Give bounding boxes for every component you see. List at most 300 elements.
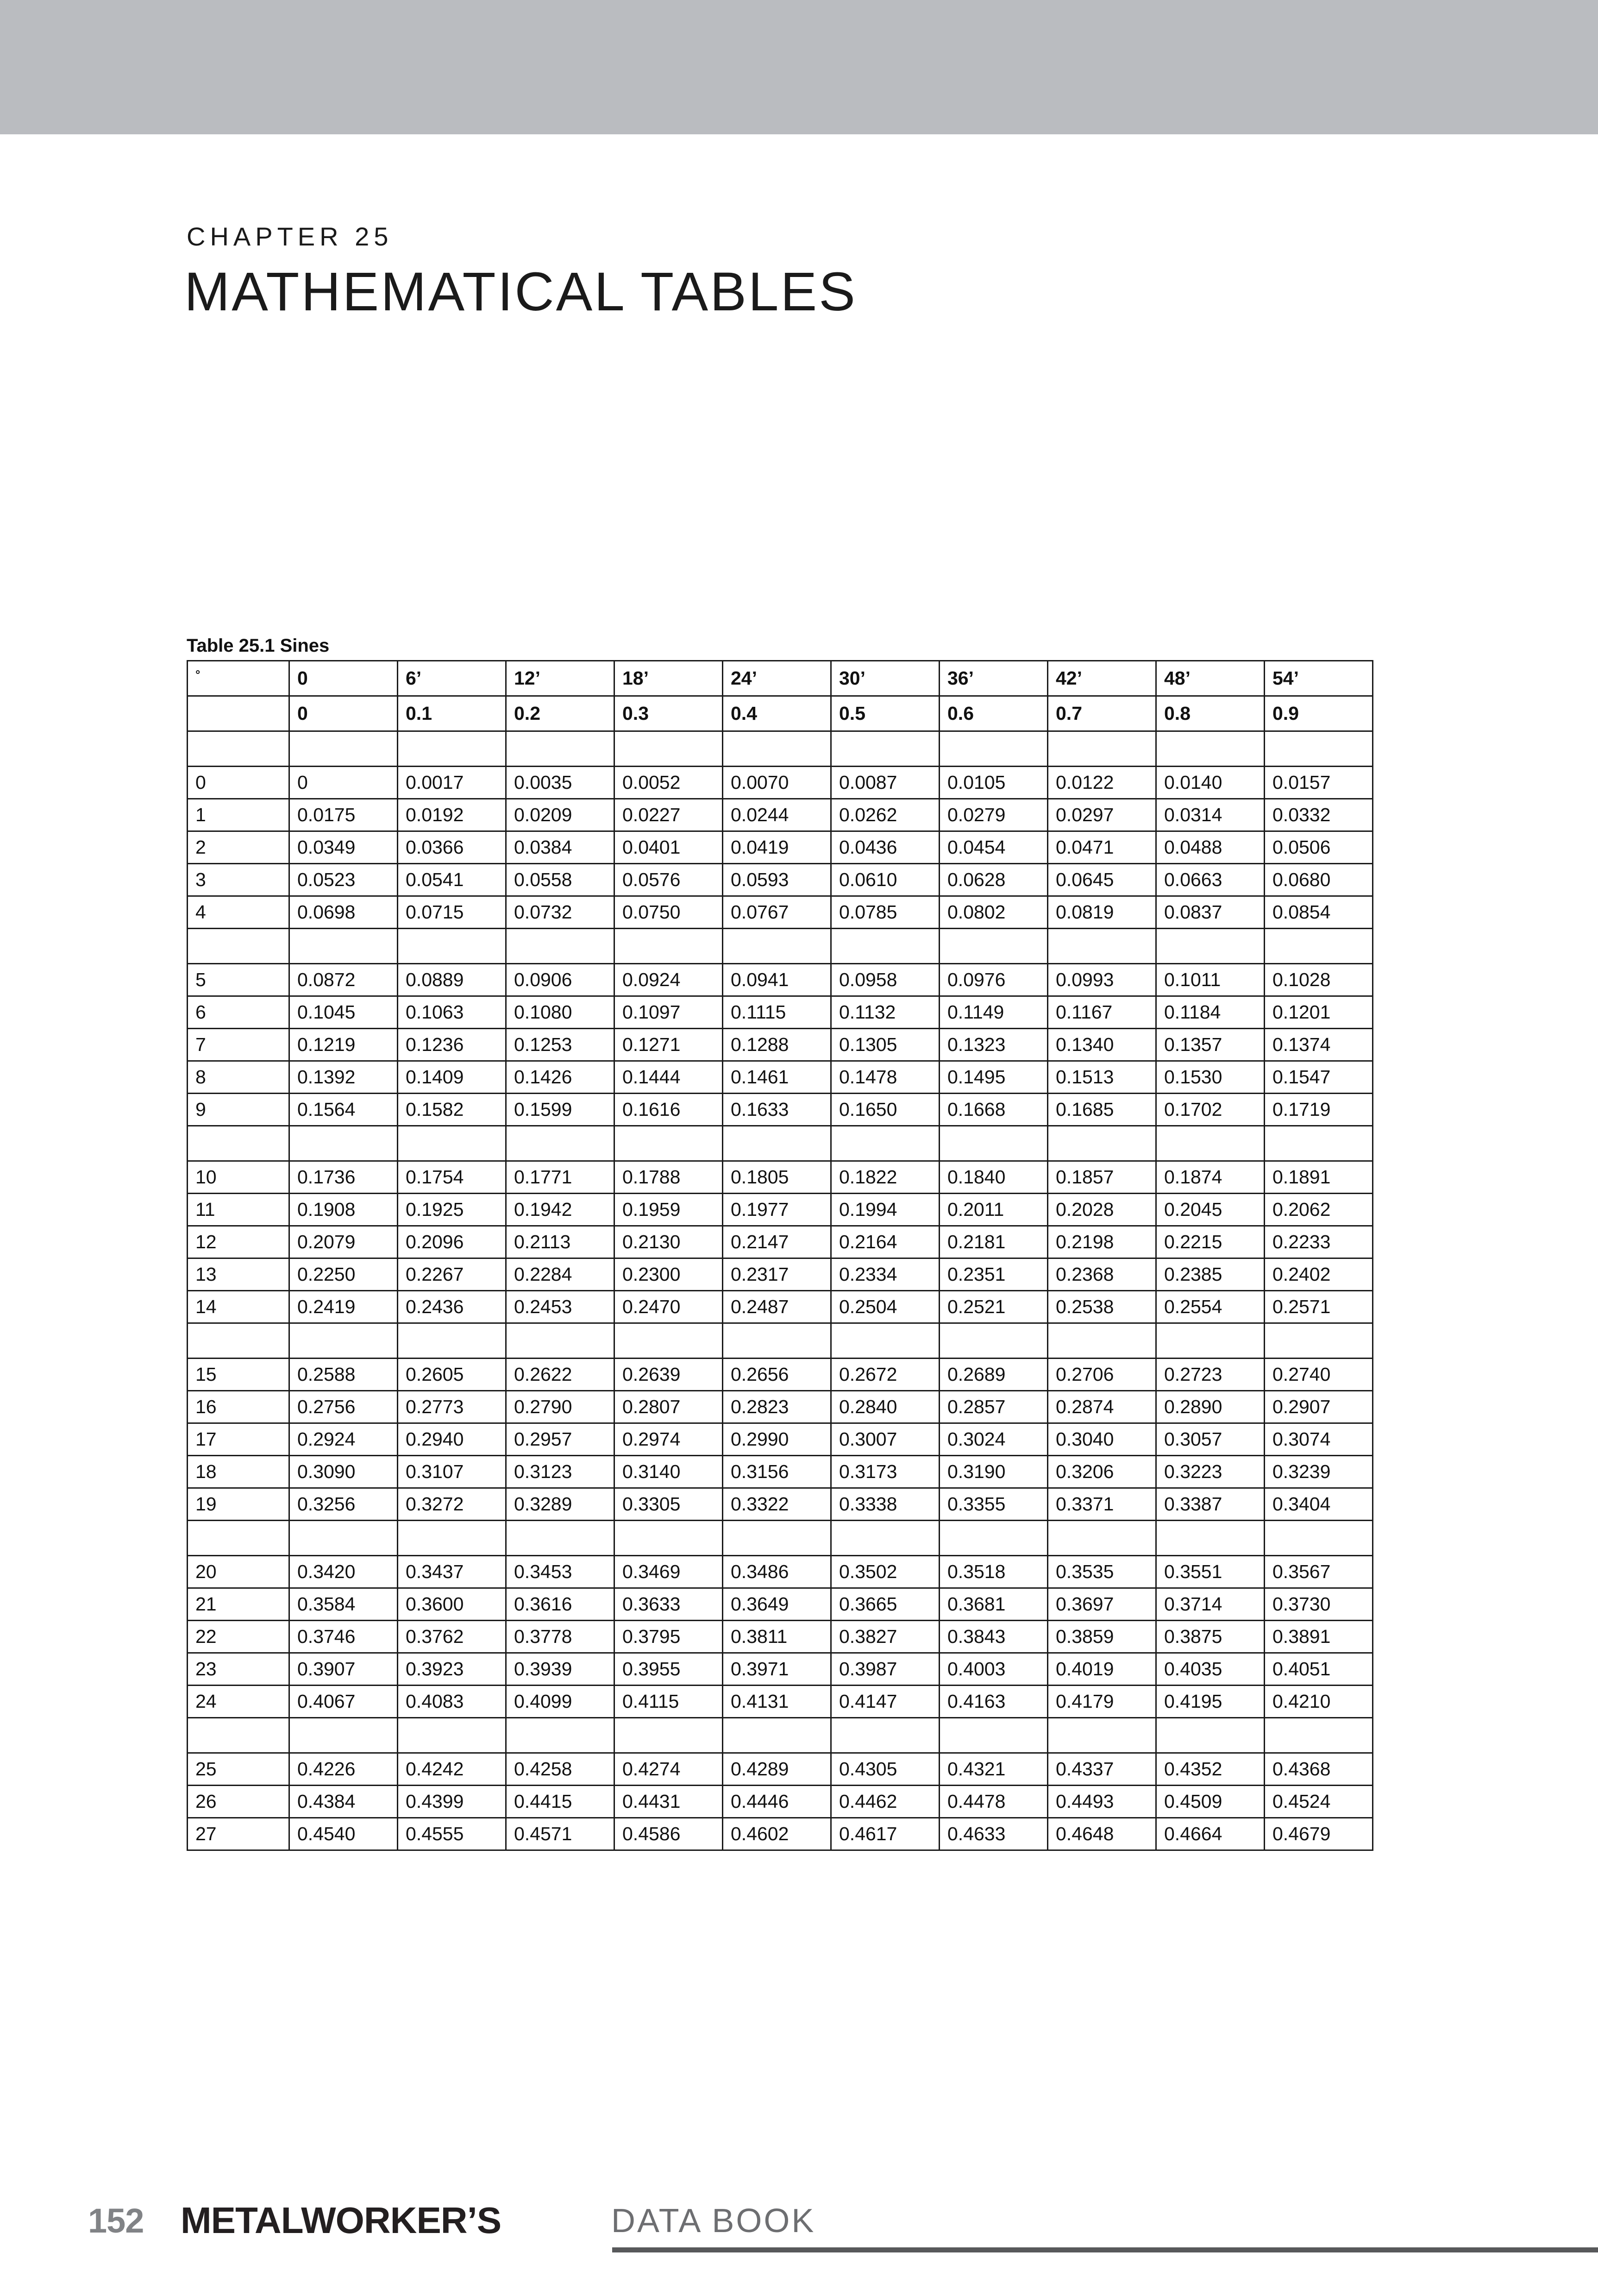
- table-row: [188, 996, 1373, 1029]
- sine-value-cell: 0.4337: [1048, 1753, 1156, 1786]
- sine-value-cell: 0.3123: [506, 1456, 614, 1488]
- table-caption: Table 25.1 Sines: [187, 635, 330, 656]
- sine-value-cell: 0.0645: [1048, 864, 1156, 896]
- sine-value-cell: 0.0122: [1048, 767, 1156, 799]
- sine-value-cell: 0.4321: [940, 1753, 1048, 1786]
- sine-value-cell: 0.0349: [289, 831, 398, 864]
- sine-value-cell: 0.2113: [506, 1226, 614, 1258]
- sine-value-cell: 0.2402: [1265, 1258, 1373, 1291]
- sine-value-cell: 0.2351: [940, 1258, 1048, 1291]
- sine-value-cell: 42’: [1048, 661, 1156, 696]
- table-row: [188, 1423, 1373, 1456]
- sine-value-cell: 0.2924: [289, 1423, 398, 1456]
- table-row: [188, 1786, 1373, 1818]
- sine-value-cell: 0.1340: [1048, 1029, 1156, 1061]
- degree-cell: 12: [188, 1226, 289, 1258]
- sine-value-cell: [398, 1521, 506, 1556]
- sine-value-cell: 0.1236: [398, 1029, 506, 1061]
- degree-cell: [188, 929, 289, 964]
- sine-value-cell: 0.1184: [1156, 996, 1265, 1029]
- sine-value-cell: 12’: [506, 661, 614, 696]
- sine-value-cell: 0.2028: [1048, 1194, 1156, 1226]
- table-row: [188, 964, 1373, 996]
- sine-value-cell: 0.1219: [289, 1029, 398, 1061]
- table-row: [188, 831, 1373, 864]
- sine-value-cell: [614, 1126, 723, 1161]
- sine-value-cell: 0.1668: [940, 1094, 1048, 1126]
- sine-value-cell: 0.3649: [723, 1588, 831, 1621]
- sine-value-cell: 0.0087: [831, 767, 940, 799]
- page-title: MATHEMATICAL TABLES: [184, 261, 857, 322]
- sine-value-cell: 0.1908: [289, 1194, 398, 1226]
- sine-value-cell: 0.3420: [289, 1556, 398, 1588]
- sine-value-cell: 0.3272: [398, 1488, 506, 1521]
- sine-value-cell: 0.2284: [506, 1258, 614, 1291]
- sine-value-cell: [289, 1718, 398, 1753]
- sine-value-cell: 0.2571: [1265, 1291, 1373, 1323]
- sine-value-cell: 0.1323: [940, 1029, 1048, 1061]
- table-row: [188, 1194, 1373, 1226]
- sine-value-cell: 0.0366: [398, 831, 506, 864]
- sine-value-cell: 0.0244: [723, 799, 831, 831]
- sine-value-cell: 0.4586: [614, 1818, 723, 1850]
- sine-value-cell: [506, 1323, 614, 1359]
- sine-value-cell: 0.2385: [1156, 1258, 1265, 1291]
- sine-value-cell: 0.2453: [506, 1291, 614, 1323]
- sine-value-cell: 0.2470: [614, 1291, 723, 1323]
- degree-cell: 23: [188, 1653, 289, 1686]
- degree-cell: 11: [188, 1194, 289, 1226]
- sine-value-cell: [1265, 929, 1373, 964]
- table-header-row: [188, 661, 1373, 696]
- degree-cell: 19: [188, 1488, 289, 1521]
- sine-value-cell: 0.2756: [289, 1391, 398, 1423]
- footer-subtitle: DATA BOOK: [611, 2202, 816, 2239]
- sine-value-cell: 0.3778: [506, 1621, 614, 1653]
- sine-value-cell: 0.2990: [723, 1423, 831, 1456]
- sine-value-cell: 0.3518: [940, 1556, 1048, 1588]
- sine-value-cell: [506, 1718, 614, 1753]
- page-footer: [0, 2196, 1598, 2257]
- sine-value-cell: 0.0785: [831, 896, 940, 929]
- sine-value-cell: 0.9: [1265, 696, 1373, 731]
- sine-value-cell: 0.4509: [1156, 1786, 1265, 1818]
- sine-value-cell: 0.0297: [1048, 799, 1156, 831]
- sine-value-cell: 0.2689: [940, 1359, 1048, 1391]
- sine-value-cell: 0.2: [506, 696, 614, 731]
- sine-value-cell: 0.3469: [614, 1556, 723, 1588]
- sine-value-cell: 0.4462: [831, 1786, 940, 1818]
- sine-value-cell: 0.3404: [1265, 1488, 1373, 1521]
- sine-value-cell: 0.3730: [1265, 1588, 1373, 1621]
- sine-value-cell: 0.0262: [831, 799, 940, 831]
- chapter-label: CHAPTER 25: [187, 222, 393, 251]
- sine-value-cell: 0.2215: [1156, 1226, 1265, 1258]
- sine-value-cell: 0.4679: [1265, 1818, 1373, 1850]
- sine-value-cell: 0.0993: [1048, 964, 1156, 996]
- sine-value-cell: 0.0279: [940, 799, 1048, 831]
- sine-value-cell: 0.4131: [723, 1686, 831, 1718]
- sine-value-cell: 0.2181: [940, 1226, 1048, 1258]
- degree-cell: 9: [188, 1094, 289, 1126]
- sine-value-cell: 0.0872: [289, 964, 398, 996]
- sine-value-cell: 0.4633: [940, 1818, 1048, 1850]
- sine-value-cell: 0.1891: [1265, 1161, 1373, 1194]
- degree-cell: 5: [188, 964, 289, 996]
- sine-value-cell: 0.0628: [940, 864, 1048, 896]
- sine-value-cell: 0.1788: [614, 1161, 723, 1194]
- sine-value-cell: 0.3875: [1156, 1621, 1265, 1653]
- degree-cell: 16: [188, 1391, 289, 1423]
- sine-value-cell: 0.0471: [1048, 831, 1156, 864]
- sine-value-cell: 0.3289: [506, 1488, 614, 1521]
- sine-value-cell: 0.4664: [1156, 1818, 1265, 1850]
- sine-value-cell: [831, 1521, 940, 1556]
- sine-value-cell: 0.3486: [723, 1556, 831, 1588]
- sine-value-cell: 0.0889: [398, 964, 506, 996]
- sine-value-cell: 0: [289, 696, 398, 731]
- sine-value-cell: 0.0802: [940, 896, 1048, 929]
- sine-value-cell: 0.2823: [723, 1391, 831, 1423]
- sine-value-cell: [940, 1718, 1048, 1753]
- sine-value-cell: 0.2807: [614, 1391, 723, 1423]
- sine-value-cell: 0.3057: [1156, 1423, 1265, 1456]
- sine-value-cell: 0.1857: [1048, 1161, 1156, 1194]
- sine-value-cell: 0.4399: [398, 1786, 506, 1818]
- sine-value-cell: 0.3007: [831, 1423, 940, 1456]
- sine-value-cell: [289, 1323, 398, 1359]
- sine-value-cell: 0.1564: [289, 1094, 398, 1126]
- table-row: [188, 1094, 1373, 1126]
- sine-value-cell: 0.4352: [1156, 1753, 1265, 1786]
- sine-value-cell: 0.0698: [289, 896, 398, 929]
- sine-value-cell: 48’: [1156, 661, 1265, 696]
- sine-value-cell: 0.1874: [1156, 1161, 1265, 1194]
- sine-value-cell: [723, 1126, 831, 1161]
- sine-value-cell: 0.0523: [289, 864, 398, 896]
- sine-value-cell: 0.1599: [506, 1094, 614, 1126]
- sine-value-cell: [1048, 1323, 1156, 1359]
- sine-value-cell: 0.2706: [1048, 1359, 1156, 1391]
- sine-value-cell: 0.1702: [1156, 1094, 1265, 1126]
- sine-value-cell: [1048, 731, 1156, 767]
- sine-value-cell: 0.8: [1156, 696, 1265, 731]
- sine-value-cell: 0.3827: [831, 1621, 940, 1653]
- sine-value-cell: 0.4258: [506, 1753, 614, 1786]
- sine-value-cell: 0.2874: [1048, 1391, 1156, 1423]
- sine-value-cell: 0.4147: [831, 1686, 940, 1718]
- sine-value-cell: 0.1822: [831, 1161, 940, 1194]
- sine-value-cell: 0.3338: [831, 1488, 940, 1521]
- sine-value-cell: 0.0384: [506, 831, 614, 864]
- sine-value-cell: 0.4242: [398, 1753, 506, 1786]
- sine-value-cell: 0.2940: [398, 1423, 506, 1456]
- table-row: [188, 1818, 1373, 1850]
- sine-value-cell: 0.0488: [1156, 831, 1265, 864]
- table-spacer-row: [188, 1718, 1373, 1753]
- sine-value-cell: 0.1959: [614, 1194, 723, 1226]
- sine-value-cell: 0.4115: [614, 1686, 723, 1718]
- sine-value-cell: 0.3633: [614, 1588, 723, 1621]
- sine-value-cell: 0.4524: [1265, 1786, 1373, 1818]
- sine-value-cell: [398, 929, 506, 964]
- table-row: [188, 1556, 1373, 1588]
- sine-value-cell: 0.2773: [398, 1391, 506, 1423]
- sine-value-cell: 0.0663: [1156, 864, 1265, 896]
- sine-value-cell: 0.0436: [831, 831, 940, 864]
- sine-value-cell: [1156, 1323, 1265, 1359]
- sine-value-cell: 0.3206: [1048, 1456, 1156, 1488]
- sine-value-cell: 0.4035: [1156, 1653, 1265, 1686]
- sine-value-cell: 0.0541: [398, 864, 506, 896]
- degree-cell: [188, 731, 289, 767]
- sine-value-cell: 0.3811: [723, 1621, 831, 1653]
- sine-value-cell: [1265, 1323, 1373, 1359]
- sine-value-cell: [614, 1521, 723, 1556]
- sine-value-cell: 0.3371: [1048, 1488, 1156, 1521]
- footer-divider: [612, 2247, 1598, 2252]
- sine-value-cell: [1156, 1521, 1265, 1556]
- sine-value-cell: 0.2639: [614, 1359, 723, 1391]
- sine-value-cell: [1048, 1521, 1156, 1556]
- sine-value-cell: 0.2554: [1156, 1291, 1265, 1323]
- sine-value-cell: 0.3843: [940, 1621, 1048, 1653]
- sine-value-cell: 0.4226: [289, 1753, 398, 1786]
- sine-value-cell: 0.2487: [723, 1291, 831, 1323]
- sine-value-cell: 0.1925: [398, 1194, 506, 1226]
- sine-value-cell: 0.0958: [831, 964, 940, 996]
- sine-value-cell: [398, 731, 506, 767]
- footer-page-number: 152: [88, 2202, 144, 2240]
- table-row: [188, 1391, 1373, 1423]
- sine-value-cell: 0.4305: [831, 1753, 940, 1786]
- sine-value-cell: [723, 731, 831, 767]
- sine-value-cell: 0.1028: [1265, 964, 1373, 996]
- sine-value-cell: 0.4493: [1048, 1786, 1156, 1818]
- degree-cell: 25: [188, 1753, 289, 1786]
- sine-value-cell: 0.0017: [398, 767, 506, 799]
- sine-value-cell: 0.3551: [1156, 1556, 1265, 1588]
- sine-value-cell: 0.0610: [831, 864, 940, 896]
- sine-value-cell: 0.3762: [398, 1621, 506, 1653]
- sine-value-cell: [398, 1126, 506, 1161]
- sine-value-cell: 0.1840: [940, 1161, 1048, 1194]
- sine-value-cell: 0.3140: [614, 1456, 723, 1488]
- sine-value-cell: 0.2521: [940, 1291, 1048, 1323]
- sine-value-cell: 0.1650: [831, 1094, 940, 1126]
- sine-value-cell: 0.1011: [1156, 964, 1265, 996]
- sine-value-cell: 0.0105: [940, 767, 1048, 799]
- sine-value-cell: 0.3453: [506, 1556, 614, 1588]
- sine-value-cell: 0.1444: [614, 1061, 723, 1094]
- degree-cell: 26: [188, 1786, 289, 1818]
- sine-value-cell: [614, 929, 723, 964]
- sine-value-cell: 0.0070: [723, 767, 831, 799]
- table-row: [188, 1161, 1373, 1194]
- degree-cell: 8: [188, 1061, 289, 1094]
- sine-value-cell: [940, 1323, 1048, 1359]
- sine-value-cell: 0.2907: [1265, 1391, 1373, 1423]
- sine-value-cell: [1156, 1718, 1265, 1753]
- sine-value-cell: 0.4540: [289, 1818, 398, 1850]
- sine-value-cell: 0: [289, 767, 398, 799]
- sine-value-cell: 0.4083: [398, 1686, 506, 1718]
- sine-value-cell: 0.2130: [614, 1226, 723, 1258]
- sine-value-cell: 0.2233: [1265, 1226, 1373, 1258]
- degree-cell: 13: [188, 1258, 289, 1291]
- sine-value-cell: [506, 1126, 614, 1161]
- sine-value-cell: 0.0680: [1265, 864, 1373, 896]
- sine-value-cell: 0.2045: [1156, 1194, 1265, 1226]
- table-row: [188, 1029, 1373, 1061]
- sine-value-cell: [506, 1521, 614, 1556]
- degree-cell: 3: [188, 864, 289, 896]
- sine-value-cell: 0.4019: [1048, 1653, 1156, 1686]
- sine-value-cell: 0.1357: [1156, 1029, 1265, 1061]
- degree-cell: 27: [188, 1818, 289, 1850]
- sine-value-cell: 0.2857: [940, 1391, 1048, 1423]
- degree-cell: 22: [188, 1621, 289, 1653]
- sine-value-cell: 0.3600: [398, 1588, 506, 1621]
- sine-value-cell: 0.3697: [1048, 1588, 1156, 1621]
- sine-value-cell: 0.2062: [1265, 1194, 1373, 1226]
- sine-value-cell: [1265, 1521, 1373, 1556]
- sine-value-cell: 0.4195: [1156, 1686, 1265, 1718]
- sine-value-cell: [506, 929, 614, 964]
- table-row: [188, 1686, 1373, 1718]
- sine-value-cell: [1265, 1126, 1373, 1161]
- sine-value-cell: 0.1063: [398, 996, 506, 1029]
- sine-value-cell: 0.1633: [723, 1094, 831, 1126]
- sine-value-cell: 0.1426: [506, 1061, 614, 1094]
- sine-value-cell: [1048, 929, 1156, 964]
- sine-value-cell: 0.3024: [940, 1423, 1048, 1456]
- sine-value-cell: 0.1582: [398, 1094, 506, 1126]
- table-spacer-row: [188, 1521, 1373, 1556]
- sine-value-cell: [289, 1521, 398, 1556]
- sine-value-cell: [1265, 731, 1373, 767]
- sine-value-cell: 0.0140: [1156, 767, 1265, 799]
- table-spacer-row: [188, 929, 1373, 964]
- degree-cell: [188, 1323, 289, 1359]
- sine-value-cell: 0.3795: [614, 1621, 723, 1653]
- table-row: [188, 1621, 1373, 1653]
- table-row: [188, 799, 1373, 831]
- sine-value-cell: 18’: [614, 661, 723, 696]
- table-spacer-row: [188, 1323, 1373, 1359]
- sine-value-cell: 6’: [398, 661, 506, 696]
- sine-value-cell: [1048, 1718, 1156, 1753]
- sine-value-cell: 30’: [831, 661, 940, 696]
- sine-value-cell: 0.1253: [506, 1029, 614, 1061]
- sine-value-cell: 0.2250: [289, 1258, 398, 1291]
- sine-value-cell: 0.4478: [940, 1786, 1048, 1818]
- sine-value-cell: [831, 1126, 940, 1161]
- sine-value-cell: 24’: [723, 661, 831, 696]
- table-row: [188, 1588, 1373, 1621]
- page-body: [0, 134, 1598, 2296]
- sine-value-cell: 0.4555: [398, 1818, 506, 1850]
- sine-value-cell: 0: [289, 661, 398, 696]
- sine-value-cell: 0.4431: [614, 1786, 723, 1818]
- sine-value-cell: 0.1305: [831, 1029, 940, 1061]
- sine-value-cell: 0.1201: [1265, 996, 1373, 1029]
- table-spacer-row: [188, 1126, 1373, 1161]
- sine-value-cell: 0.3955: [614, 1653, 723, 1686]
- sine-value-cell: 0.3387: [1156, 1488, 1265, 1521]
- sine-value-cell: [831, 731, 940, 767]
- table-row: [188, 1291, 1373, 1323]
- table-header-row: [188, 696, 1373, 731]
- sine-value-cell: 0.0052: [614, 767, 723, 799]
- sine-value-cell: 0.3584: [289, 1588, 398, 1621]
- degree-cell: [188, 1126, 289, 1161]
- sine-value-cell: 0.3535: [1048, 1556, 1156, 1588]
- sine-value-cell: 0.0558: [506, 864, 614, 896]
- sine-value-cell: 0.2198: [1048, 1226, 1156, 1258]
- degree-cell: 21: [188, 1588, 289, 1621]
- table-row: [188, 1753, 1373, 1786]
- sine-value-cell: 0.2096: [398, 1226, 506, 1258]
- sine-value-cell: 0.3665: [831, 1588, 940, 1621]
- sine-value-cell: 0.2538: [1048, 1291, 1156, 1323]
- sine-value-cell: 0.0732: [506, 896, 614, 929]
- sine-value-cell: 0.0906: [506, 964, 614, 996]
- sine-value-cell: [506, 731, 614, 767]
- sine-value-cell: 0.4067: [289, 1686, 398, 1718]
- sine-value-cell: 0.1994: [831, 1194, 940, 1226]
- table-spacer-row: [188, 731, 1373, 767]
- top-grey-banner: [0, 0, 1598, 134]
- sine-value-cell: 0.3891: [1265, 1621, 1373, 1653]
- sine-value-cell: 0.0157: [1265, 767, 1373, 799]
- sine-value-cell: 0.2300: [614, 1258, 723, 1291]
- sine-value-cell: 0.4051: [1265, 1653, 1373, 1686]
- sine-value-cell: 0.0819: [1048, 896, 1156, 929]
- sine-value-cell: 0.1288: [723, 1029, 831, 1061]
- sine-value-cell: 0.0941: [723, 964, 831, 996]
- sine-value-cell: 0.2436: [398, 1291, 506, 1323]
- sine-value-cell: 0.4648: [1048, 1818, 1156, 1850]
- sine-value-cell: 0.2605: [398, 1359, 506, 1391]
- sine-value-cell: 0.2890: [1156, 1391, 1265, 1423]
- sine-value-cell: 0.3107: [398, 1456, 506, 1488]
- sine-value-cell: 0.3714: [1156, 1588, 1265, 1621]
- sine-value-cell: [289, 731, 398, 767]
- sine-value-cell: 0.3173: [831, 1456, 940, 1488]
- table-row: [188, 1359, 1373, 1391]
- sine-value-cell: 0.2622: [506, 1359, 614, 1391]
- sine-value-cell: 0.3190: [940, 1456, 1048, 1488]
- sine-value-cell: [289, 1126, 398, 1161]
- degree-cell: 4: [188, 896, 289, 929]
- sine-value-cell: 0.1771: [506, 1161, 614, 1194]
- degree-cell: 2: [188, 831, 289, 864]
- sine-value-cell: 0.1271: [614, 1029, 723, 1061]
- sine-value-cell: 0.0192: [398, 799, 506, 831]
- degree-cell: 7: [188, 1029, 289, 1061]
- sine-value-cell: [831, 929, 940, 964]
- sine-value-cell: 0.1080: [506, 996, 614, 1029]
- sine-value-cell: 0.0506: [1265, 831, 1373, 864]
- degree-cell: 18: [188, 1456, 289, 1488]
- sine-value-cell: [289, 929, 398, 964]
- sines-table-body: [188, 661, 1373, 1850]
- sine-value-cell: 0.3859: [1048, 1621, 1156, 1653]
- table-row: [188, 1456, 1373, 1488]
- sine-value-cell: 0.1530: [1156, 1061, 1265, 1094]
- sine-value-cell: 0.2504: [831, 1291, 940, 1323]
